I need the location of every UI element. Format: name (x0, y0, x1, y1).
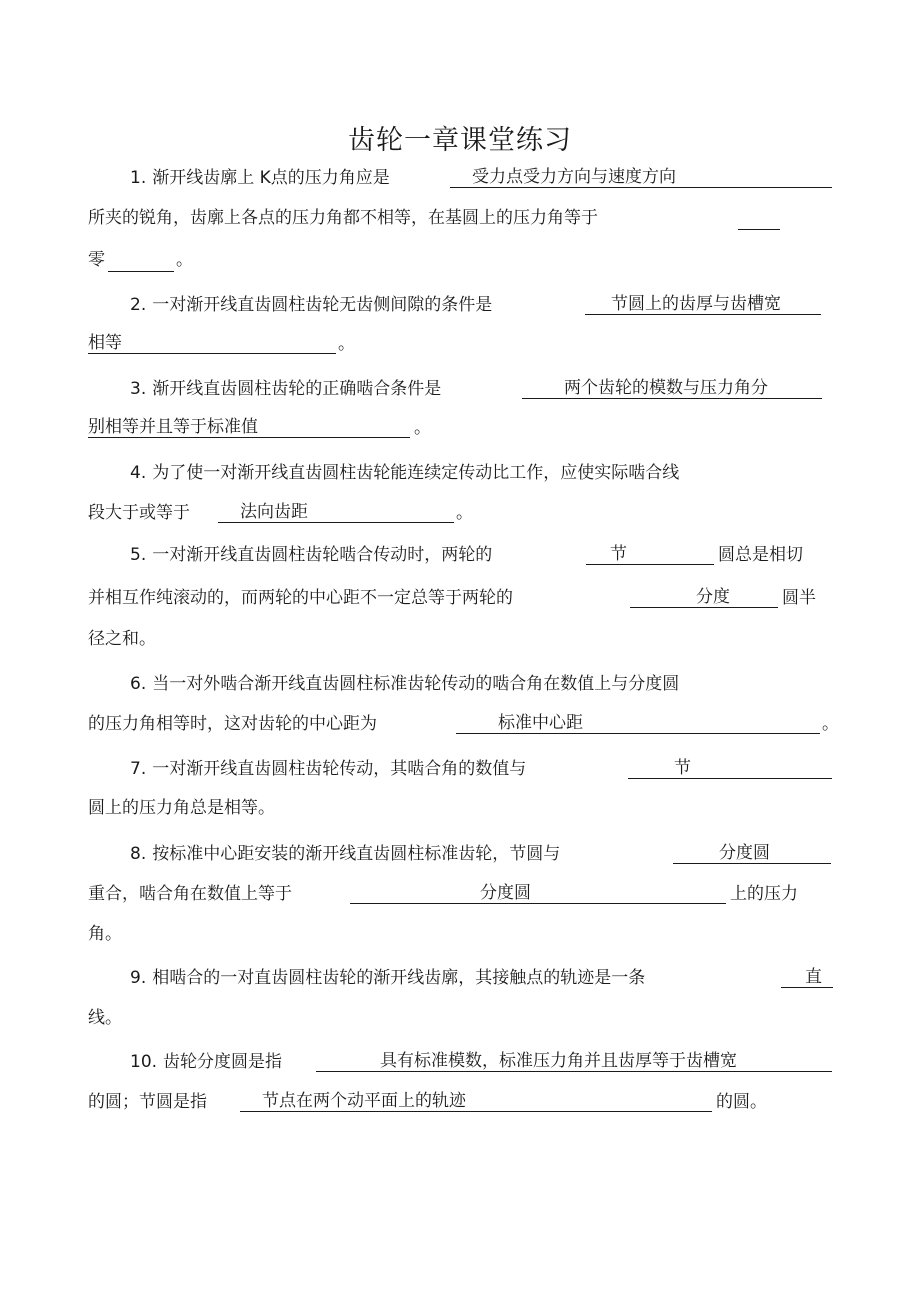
q3-number: 3. (130, 379, 147, 399)
q1-answer-2: 零 (88, 250, 105, 270)
q2-period: 。 (338, 334, 355, 354)
q10-prompt: 齿轮分度圆是指 (163, 1052, 283, 1072)
q8-line3: 角。 (88, 924, 122, 944)
q7-line2: 圆上的压力角总是相等。 (88, 798, 275, 818)
q4-line2: 段大于或等于 (88, 503, 190, 523)
q5-answer-2: 分度 (630, 586, 778, 608)
q7-prompt: 一对渐开线直齿圆柱齿轮传动，其啮合角的数值与 (152, 759, 527, 779)
q2-answer-b: 相等 (88, 332, 336, 354)
q6-line2: 的压力角相等时，这对齿轮的中心距为 (88, 714, 377, 734)
q6-prompt: 当一对外啮合渐开线直齿圆柱标准齿轮传动的啮合角在数值上与分度圆 (152, 674, 680, 694)
q5-number: 5. (130, 545, 147, 565)
q7-line1 (130, 757, 526, 781)
q1-period: 。 (176, 250, 193, 270)
q3-prompt: 渐开线直齿圆柱齿轮的正确啮合条件是 (152, 379, 442, 399)
q9-number: 9. (130, 968, 147, 988)
q3-period: 。 (414, 418, 431, 438)
q10-answer-2: 节点在两个动平面上的轨迹 (240, 1090, 712, 1112)
q1-answer-2-blank (738, 208, 780, 230)
q3-answer-b: 别相等并且等于标准值 (88, 416, 410, 438)
q4-period: 。 (456, 503, 473, 523)
q5-prompt: 一对渐开线直齿圆柱齿轮啮合传动时，两轮的 (152, 545, 493, 565)
q5-answer-1: 节 (586, 543, 714, 565)
q9-prompt: 相啮合的一对直齿圆柱齿轮的渐开线齿廓，其接触点的轨迹是一条 (152, 968, 646, 988)
q4-prompt: 为了使一对渐开线直齿圆柱齿轮能连续定传动比工作，应使实际啮合线 (152, 463, 680, 483)
q2-answer-a: 节圆上的齿厚与齿槽宽 (585, 293, 821, 315)
q5-line3: 径之和。 (88, 629, 156, 649)
q8-prompt: 按标准中心距安装的渐开线直齿圆柱标准齿轮，节圆与 (152, 844, 561, 864)
q7-number: 7. (130, 759, 147, 779)
q1-answer-1: 受力点受力方向与速度方向 (450, 166, 832, 188)
q7-answer: 节 (628, 757, 832, 779)
q6-answer: 标准中心距 (456, 712, 820, 734)
q6-line1 (130, 672, 679, 696)
q5-mid-1: 圆总是相切 (718, 545, 803, 565)
q8-number: 8. (130, 844, 147, 864)
q10-number: 10. (130, 1052, 158, 1072)
q2-number: 2. (130, 295, 147, 315)
q9-line1 (130, 966, 645, 990)
q1-line1 (130, 166, 390, 190)
q6-period: 。 (822, 714, 839, 734)
q3-line1 (130, 377, 441, 401)
q5-line1 (130, 543, 492, 567)
q10-tail: 的圆。 (716, 1092, 767, 1112)
q1-answer-2-underline (108, 250, 174, 272)
q8-line1 (130, 842, 560, 866)
q5-mid-2: 圆半 (782, 588, 816, 608)
q8-line2: 重合，啮合角在数值上等于 (88, 884, 292, 904)
page-title: 齿轮一章课堂练习 (348, 125, 572, 156)
q1-prompt: 渐开线齿廓上 K点的压力角应是 (152, 168, 390, 188)
q2-line1 (130, 293, 492, 317)
q6-number: 6. (130, 674, 147, 694)
q10-answer-1: 具有标准模数，标准压力角并且齿厚等于齿槽宽 (316, 1050, 832, 1072)
q1-line3 (88, 248, 105, 272)
q8-mid-2: 上的压力 (730, 884, 798, 904)
q8-answer-1: 分度圆 (673, 842, 831, 864)
q8-answer-2: 分度圆 (350, 882, 726, 904)
q10-line2: 的圆；节圆是指 (88, 1092, 207, 1112)
q9-line2: 线。 (88, 1008, 122, 1028)
q3-answer-a: 两个齿轮的模数与压力角分 (522, 377, 822, 399)
q4-line1 (130, 461, 679, 485)
q1-line2: 所夹的锐角，齿廓上各点的压力角都不相等，在基圆上的压力角等于 (88, 208, 598, 228)
q4-answer: 法向齿距 (218, 501, 454, 523)
q9-answer: 直 (781, 966, 833, 988)
q2-prompt: 一对渐开线直齿圆柱齿轮无齿侧间隙的条件是 (152, 295, 493, 315)
q1-number: 1. (130, 168, 147, 188)
q4-number: 4. (130, 463, 147, 483)
q5-line2: 并相互作纯滚动的，而两轮的中心距不一定总等于两轮的 (88, 588, 513, 608)
q10-line1 (130, 1050, 282, 1074)
